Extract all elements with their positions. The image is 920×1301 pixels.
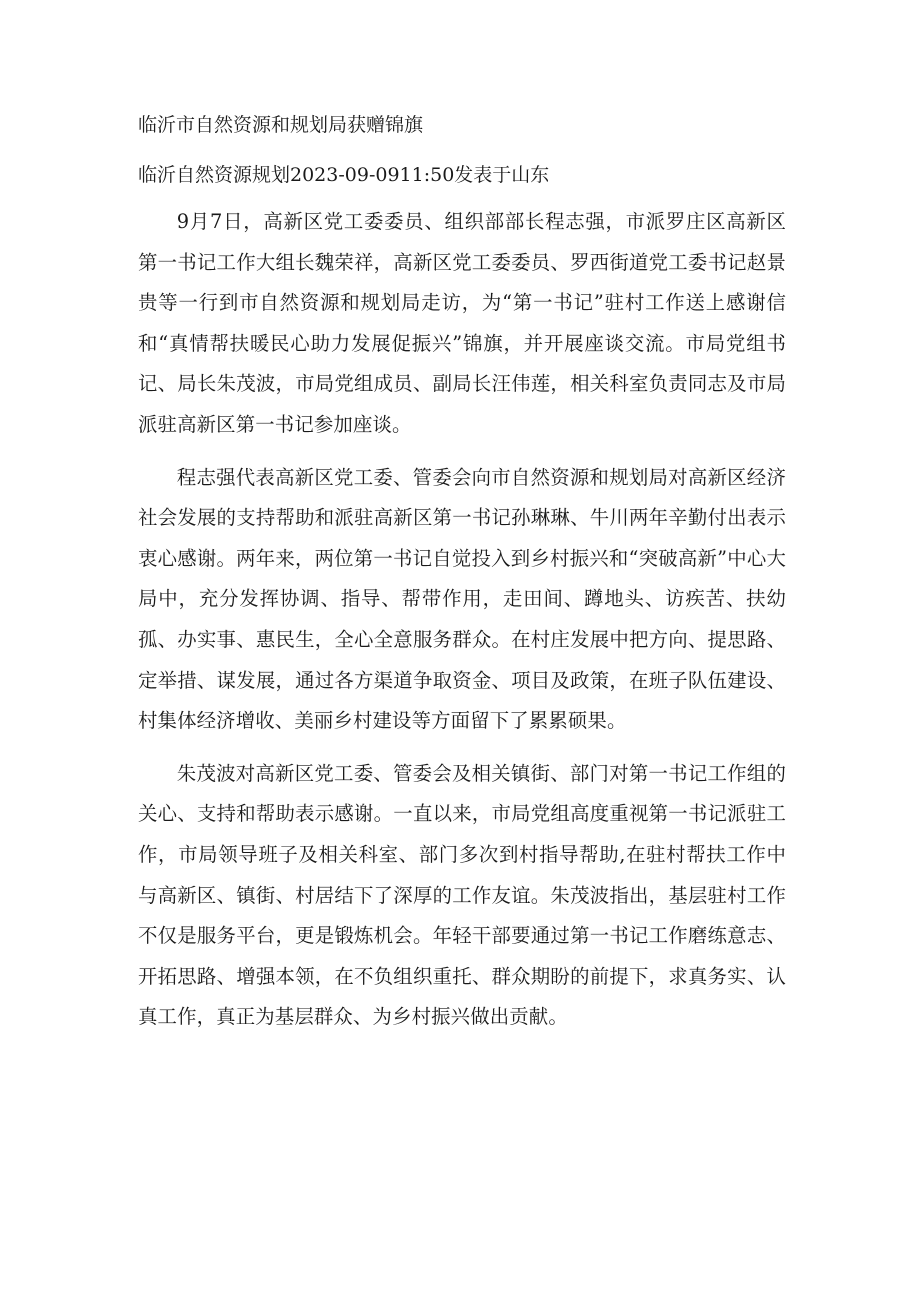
- article-title: 临沂市自然资源和规划局获赠锦旗: [138, 114, 424, 136]
- paragraph-1: 9月7日，高新区党工委委员、组织部部长程志强，市派罗庄区高新区第一书记工作大组长魏荣祥，高新区党工委委员、罗西街道党工委书记赵景贵等一行到市自然资源和规划局走访，为“第一书记”驻村工作送上感谢信和“真情帮扶暖民心助力发展促振兴”锦旗，并开展座谈交流。市局党组书记、局长朱茂波，市局党组成员、副局长汪伟莲，相关科室负责同志及市局派驻高新区第一书记参加座谈。: [138, 210, 786, 436]
- paragraph-3: 朱茂波对高新区党工委、管委会及相关镇街、部门对第一书记工作组的关心、支持和帮助表示感谢。一直以来，市局党组高度重视第一书记派驻工作，市局领导班子及相关科室、部门多次到村指导帮助,在驻村帮扶工作中与高新区、镇街、村居结下了深厚的工作友谊。朱茂波指出，基层驻村工作不仅是服务平台，更是锻炼机会。年轻干部要通过第一书记工作磨练意志、开拓思路、增强本领，在不负组织重托、群众期盼的前提下，求真务实、认真工作，真正为基层群众、为乡村振兴做出贡献。: [138, 761, 786, 1029]
- article-meta: 临沂自然资源规划2023-09-0911:50发表于山东: [138, 164, 550, 186]
- article-body: [138, 202, 786, 1050]
- paragraph-2: 程志强代表高新区党工委、管委会向市自然资源和规划局对高新区经济社会发展的支持帮助和派驻高新区第一书记孙琳琳、牛川两年辛勤付出表示衷心感谢。两年来，两位第一书记自觉投入到乡村振兴和“突破高新”中心大局中，充分发挥协调、指导、帮带作用，走田间、蹲地头、访疾苦、扶幼孤、办实事、惠民生，全心全意服务群众。在村庄发展中把方向、提思路、定举措、谋发展，通过各方渠道争取资金、项目及政策，在班子队伍建设、村集体经济增收、美丽乡村建设等方面留下了累累硕果。: [138, 465, 786, 733]
